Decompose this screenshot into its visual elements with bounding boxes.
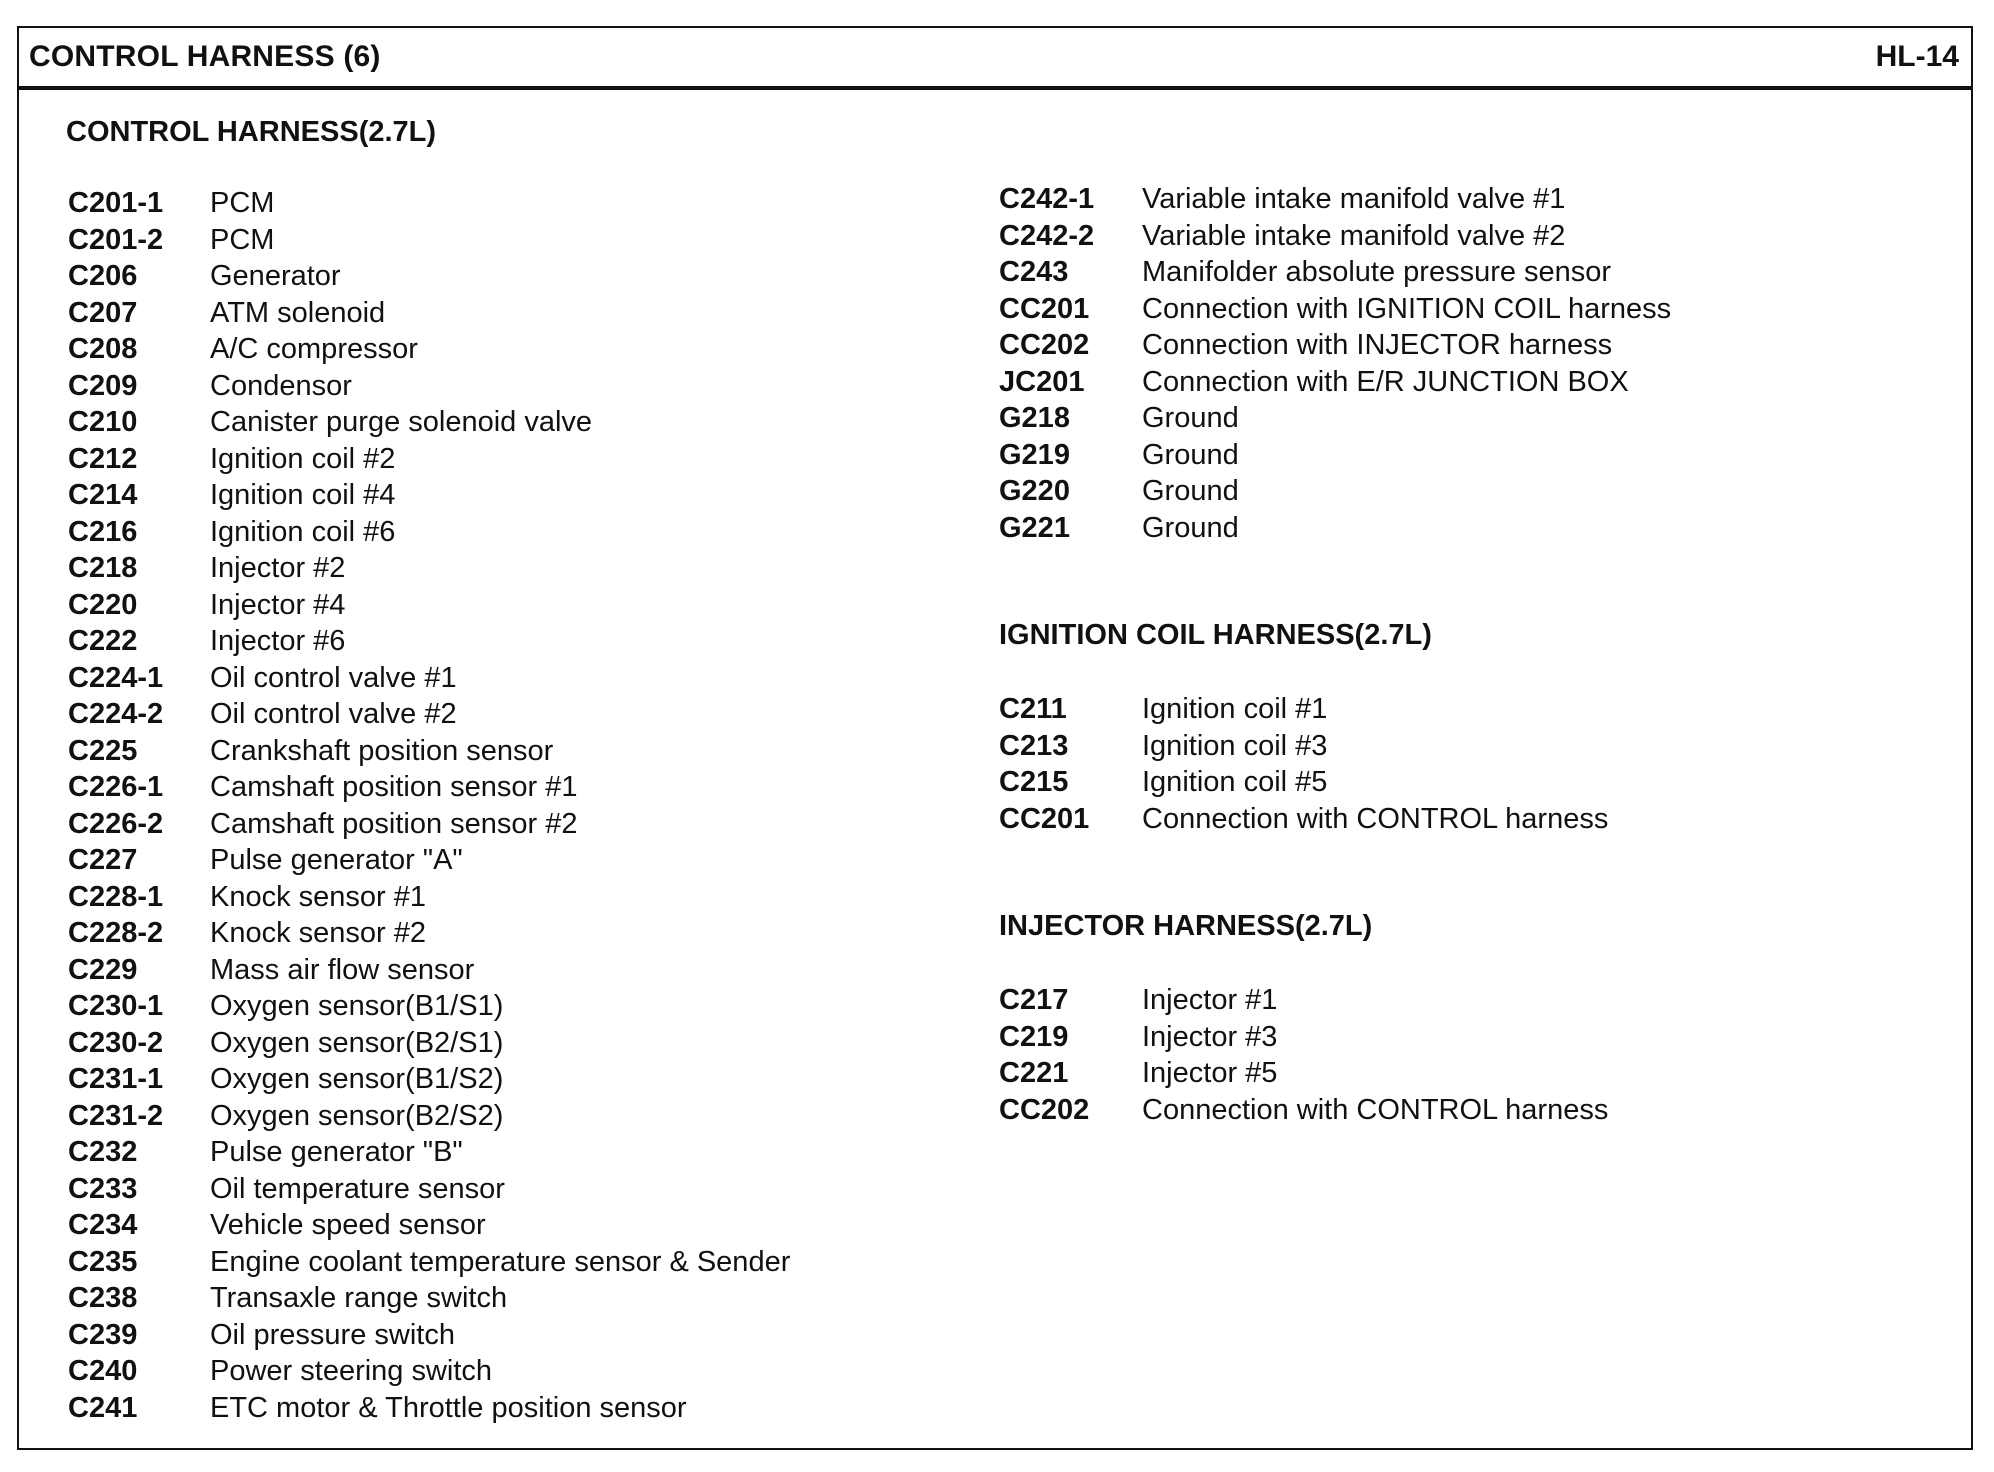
control-harness-item <box>999 291 1671 328</box>
control-harness-item <box>68 879 790 916</box>
connector-code: C235 <box>68 1245 138 1278</box>
connector-code: C210 <box>68 406 138 438</box>
control-harness-item <box>999 254 1671 291</box>
connector-code: C227 <box>68 844 138 876</box>
connector-description: Connection with CONTROL harness <box>1142 1093 1609 1126</box>
control-harness-item <box>68 806 790 843</box>
control-harness-item <box>68 404 790 441</box>
connector-description: Injector #3 <box>1142 1020 1278 1053</box>
control-harness-item <box>68 222 790 259</box>
connector-code: CC201 <box>999 292 1090 325</box>
connector-description: Transaxle range switch <box>210 1282 508 1314</box>
control-harness-item <box>68 623 790 660</box>
connector-code: C231-1 <box>68 1063 164 1095</box>
connector-description: Mass air flow sensor <box>210 953 475 986</box>
injector-harness-item <box>999 1092 1608 1129</box>
connector-code: G219 <box>999 438 1070 471</box>
connector-description: Ignition coil #4 <box>210 479 396 511</box>
injector-harness-item <box>999 982 1608 1019</box>
connector-description: ATM solenoid <box>210 296 386 329</box>
connector-description: Injector #1 <box>1142 984 1278 1016</box>
connector-code: C238 <box>68 1282 138 1314</box>
connector-code: C208 <box>68 333 138 365</box>
control-harness-item <box>68 696 790 733</box>
connector-code: C214 <box>68 479 138 511</box>
connector-description: Knock sensor #2 <box>210 917 427 949</box>
injector-harness-item <box>999 1055 1608 1092</box>
connector-code: CC201 <box>999 802 1090 835</box>
connector-description: Oil temperature sensor <box>210 1172 505 1205</box>
control-harness-list-continued <box>999 181 1671 546</box>
connector-code: CC202 <box>999 329 1090 361</box>
connector-description: Ground <box>1142 475 1239 507</box>
control-harness-item <box>68 1353 790 1390</box>
connector-code: C241 <box>68 1391 138 1424</box>
connector-code: C224-1 <box>68 661 164 694</box>
connector-code: C207 <box>68 296 138 329</box>
connector-code: C228-2 <box>68 917 164 949</box>
connector-description: Pulse generator "B" <box>210 1136 463 1168</box>
connector-description: PCM <box>210 187 275 219</box>
control-harness-item <box>68 1098 790 1135</box>
connector-description: Engine coolant temperature sensor & Sender <box>210 1245 791 1278</box>
connector-description: Injector #5 <box>1142 1057 1278 1089</box>
connector-description: Ignition coil #5 <box>1142 766 1328 798</box>
connector-code: C224-2 <box>68 698 164 730</box>
page-header <box>19 28 1971 90</box>
connector-description: Ground <box>1142 511 1239 544</box>
connector-code: G220 <box>999 475 1070 507</box>
control-harness-item <box>68 331 790 368</box>
connector-code: C234 <box>68 1209 138 1241</box>
control-harness-item <box>68 769 790 806</box>
connector-description: Injector #2 <box>210 552 346 584</box>
connector-description: Oil pressure switch <box>210 1318 455 1351</box>
connector-code: C225 <box>68 734 138 767</box>
connector-description: Ignition coil #2 <box>210 442 396 475</box>
control-harness-item <box>68 988 790 1025</box>
connector-code: C226-2 <box>68 807 164 840</box>
connector-description: A/C compressor <box>210 333 418 365</box>
connector-description: Pulse generator "A" <box>210 844 463 876</box>
connector-code: C228-1 <box>68 880 164 913</box>
connector-description: Oxygen sensor(B2/S1) <box>210 1026 504 1059</box>
connector-description: Oxygen sensor(B1/S1) <box>210 990 504 1022</box>
control-harness-item <box>68 1390 790 1427</box>
connector-code: C231-2 <box>68 1099 164 1132</box>
connector-description: Ignition coil #3 <box>1142 729 1328 762</box>
connector-description: Connection with INJECTOR harness <box>1142 329 1613 361</box>
connector-code: C222 <box>68 625 138 657</box>
ignition-coil-harness-item <box>999 764 1608 801</box>
connector-code: C218 <box>68 552 138 584</box>
connector-code: C230-2 <box>68 1026 164 1059</box>
control-harness-item <box>68 660 790 697</box>
connector-description: Canister purge solenoid valve <box>210 406 593 438</box>
control-harness-item <box>999 473 1671 510</box>
control-harness-item <box>999 218 1671 255</box>
connector-code: C220 <box>68 588 138 621</box>
connector-code: C219 <box>999 1020 1069 1053</box>
control-harness-item <box>68 1207 790 1244</box>
connector-code: C206 <box>68 260 138 292</box>
control-harness-item <box>999 400 1671 437</box>
page-number: HL-14 <box>1875 40 1959 73</box>
injector-harness-item <box>999 1019 1608 1056</box>
connector-description: Knock sensor #1 <box>210 880 427 913</box>
connector-code: C232 <box>68 1136 138 1168</box>
connector-description: Connection with CONTROL harness <box>1142 802 1609 835</box>
connector-description: Injector #4 <box>210 588 346 621</box>
control-harness-item <box>68 952 790 989</box>
connector-code: C242-2 <box>999 219 1095 252</box>
connector-code: C221 <box>999 1057 1069 1089</box>
connector-description: Ignition coil #1 <box>1142 693 1328 725</box>
control-harness-item <box>68 1025 790 1062</box>
connector-description: Connection with IGNITION COIL harness <box>1142 292 1672 325</box>
control-harness-item <box>68 1134 790 1171</box>
control-harness-item <box>68 842 790 879</box>
connector-description: Oil control valve #2 <box>210 698 457 730</box>
connector-code: C201-1 <box>68 187 164 219</box>
connector-description: Ignition coil #6 <box>210 515 396 548</box>
connector-description: Camshaft position sensor #1 <box>210 771 578 803</box>
connector-description: Variable intake manifold valve #1 <box>1142 183 1566 215</box>
control-harness-list <box>68 185 790 1426</box>
control-harness-item <box>68 915 790 952</box>
connector-description: Ground <box>1142 402 1239 434</box>
control-harness-item <box>68 514 790 551</box>
control-harness-item <box>68 368 790 405</box>
page-title: CONTROL HARNESS (6) <box>29 40 381 73</box>
connector-description: Injector #6 <box>210 625 346 657</box>
connector-code: C215 <box>999 766 1069 798</box>
ignition-coil-harness-item <box>999 691 1608 728</box>
connector-description: Oxygen sensor(B1/S2) <box>210 1063 504 1095</box>
control-harness-item <box>999 181 1671 218</box>
control-harness-item <box>68 1280 790 1317</box>
control-harness-item <box>68 1061 790 1098</box>
control-harness-item <box>68 477 790 514</box>
connector-description: Crankshaft position sensor <box>210 734 554 767</box>
connector-code: C217 <box>999 984 1069 1016</box>
control-harness-item <box>999 364 1671 401</box>
control-harness-item <box>68 258 790 295</box>
control-harness-item <box>68 295 790 332</box>
control-harness-item <box>999 437 1671 474</box>
injector-harness-list <box>999 982 1608 1128</box>
connector-description: Oil control valve #1 <box>210 661 457 694</box>
connector-code: C211 <box>999 693 1067 725</box>
ignition-coil-harness-heading: IGNITION COIL HARNESS(2.7L) <box>999 619 1432 651</box>
connector-description: PCM <box>210 223 275 256</box>
connector-description: Ground <box>1142 438 1239 471</box>
connector-code: C209 <box>68 369 138 402</box>
ignition-coil-harness-item <box>999 728 1608 765</box>
connector-description: Condensor <box>210 369 352 402</box>
ignition-coil-harness-list <box>999 691 1608 837</box>
control-harness-item <box>999 327 1671 364</box>
control-harness-item <box>68 587 790 624</box>
connector-code: C242-1 <box>999 183 1095 215</box>
connector-code: C226-1 <box>68 771 164 803</box>
connector-code: JC201 <box>999 365 1085 398</box>
connector-code: C240 <box>68 1355 138 1387</box>
connector-description: ETC motor & Throttle position sensor <box>210 1391 687 1424</box>
connector-code: C213 <box>999 729 1069 762</box>
connector-code: C239 <box>68 1318 138 1351</box>
connector-description: Variable intake manifold valve #2 <box>1142 219 1566 252</box>
control-harness-item <box>999 510 1671 547</box>
connector-description: Camshaft position sensor #2 <box>210 807 578 840</box>
control-harness-heading: CONTROL HARNESS(2.7L) <box>66 116 437 148</box>
connector-code: C230-1 <box>68 990 164 1022</box>
connector-code: C212 <box>68 442 138 475</box>
connector-code: C201-2 <box>68 223 164 256</box>
connector-description: Manifolder absolute pressure sensor <box>1142 256 1612 288</box>
connector-code: CC202 <box>999 1093 1090 1126</box>
connector-description: Power steering switch <box>210 1355 493 1387</box>
connector-code: G221 <box>999 511 1070 544</box>
connector-description: Connection with E/R JUNCTION BOX <box>1142 365 1629 398</box>
connector-code: C229 <box>68 953 138 986</box>
control-harness-item <box>68 185 790 222</box>
connector-code: C216 <box>68 515 138 548</box>
control-harness-item <box>68 1244 790 1281</box>
connector-code: C243 <box>999 256 1069 288</box>
connector-code: G218 <box>999 402 1070 434</box>
control-harness-item <box>68 441 790 478</box>
ignition-coil-harness-item <box>999 801 1608 838</box>
connector-description: Vehicle speed sensor <box>210 1209 486 1241</box>
control-harness-item <box>68 1317 790 1354</box>
connector-description: Oxygen sensor(B2/S2) <box>210 1099 504 1132</box>
control-harness-item <box>68 1171 790 1208</box>
control-harness-item <box>68 733 790 770</box>
control-harness-item <box>68 550 790 587</box>
connector-code: C233 <box>68 1172 138 1205</box>
connector-description: Generator <box>210 260 341 292</box>
injector-harness-heading: INJECTOR HARNESS(2.7L) <box>999 910 1373 942</box>
